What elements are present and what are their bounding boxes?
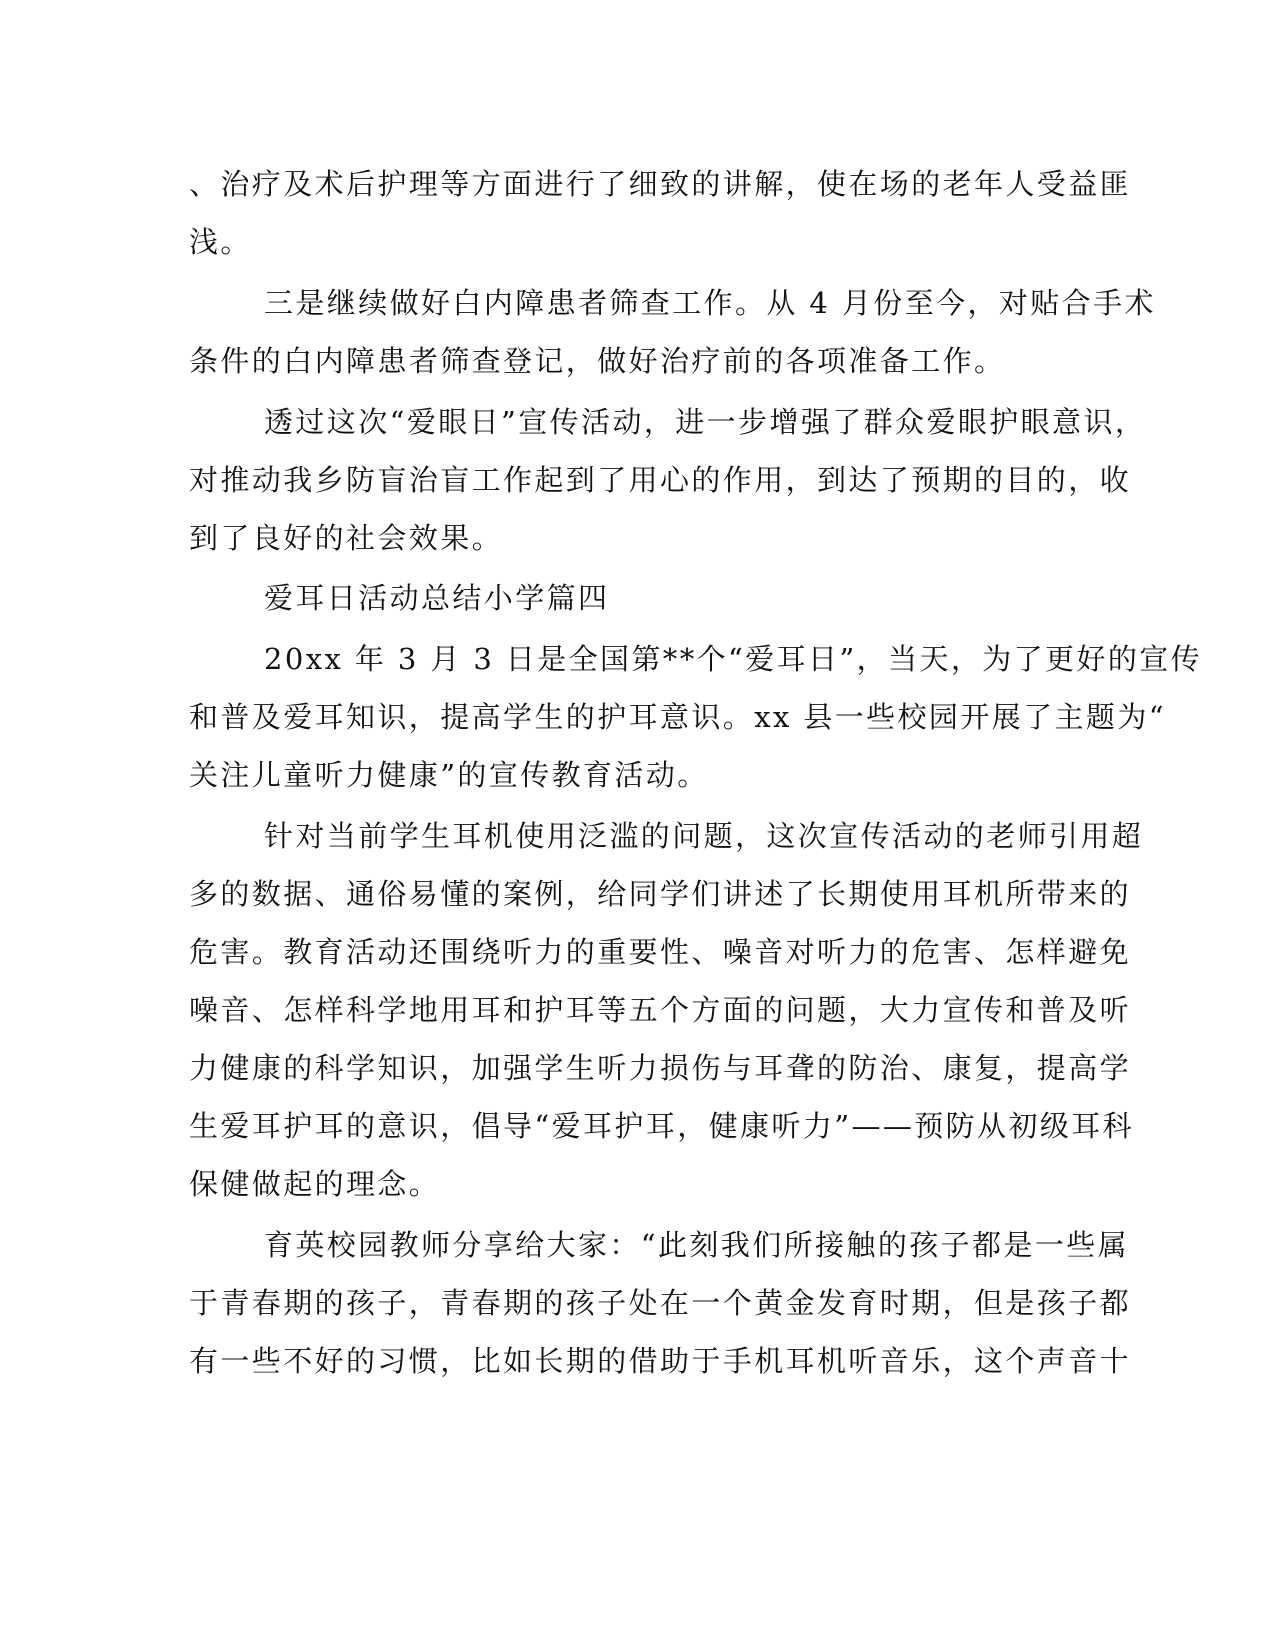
text-line: 关注儿童听力健康”的宣传教育活动。 <box>189 758 709 792</box>
paragraph-start: 三是继续做好白内障患者筛查工作。从 4 月份至今，对贴合手术 <box>264 286 1156 320</box>
text-line: 到了良好的社会效果。 <box>189 521 504 555</box>
paragraph-start: 透过这次“爱眼日”宣传活动，进一步增强了群众爱眼护眼意识， <box>264 405 1147 439</box>
text-line: 噪音、怎样科学地用耳和护耳等五个方面的问题，大力宣传和普及听 <box>189 993 1132 1027</box>
text-line: 力健康的科学知识，加强学生听力损伤与耳聋的防治、康复，提高学 <box>189 1051 1132 1085</box>
text-line: 危害。教育活动还围绕听力的重要性、噪音对听力的危害、怎样避免 <box>189 935 1132 969</box>
text-line: 浅。 <box>189 225 252 259</box>
text-line: 和普及爱耳知识，提高学生的护耳意识。xx 县一些校园开展了主题为“ <box>189 700 1166 734</box>
document-body <box>189 155 1203 1390</box>
text-line: 对推动我乡防盲治盲工作起到了用心的作用，到达了预期的目的，收 <box>189 463 1132 497</box>
text-line: 多的数据、通俗易懂的案例，给同学们讲述了长期使用耳机所带来的 <box>189 877 1132 911</box>
text-line: 保健做起的理念。 <box>189 1167 441 1201</box>
text-line: 有一些不好的习惯，比如长期的借助于手机耳机听音乐，这个声音十 <box>189 1344 1132 1378</box>
text-line: 生爱耳护耳的意识，倡导“爱耳护耳，健康听力”——预防从初级耳科 <box>189 1109 1135 1143</box>
paragraph-start: 针对当前学生耳机使用泛滥的问题，这次宣传活动的老师引用超 <box>264 819 1144 853</box>
section-heading: 爱耳日活动总结小学篇四 <box>264 581 610 615</box>
paragraph-start: 20xx 年 3 月 3 日是全国第**个“爱耳日”，当天，为了更好的宣传 <box>264 642 1203 676</box>
text-line: 条件的白内障患者筛查登记，做好治疗前的各项准备工作。 <box>189 344 1006 378</box>
paragraph-start: 育英校园教师分享给大家：“此刻我们所接触的孩子都是一些属 <box>264 1228 1130 1262</box>
text-line: 于青春期的孩子，青春期的孩子处在一个黄金发育时期，但是孩子都 <box>189 1286 1132 1320</box>
text-line: 、治疗及术后护理等方面进行了细致的讲解，使在场的老年人受益匪 <box>189 167 1132 201</box>
